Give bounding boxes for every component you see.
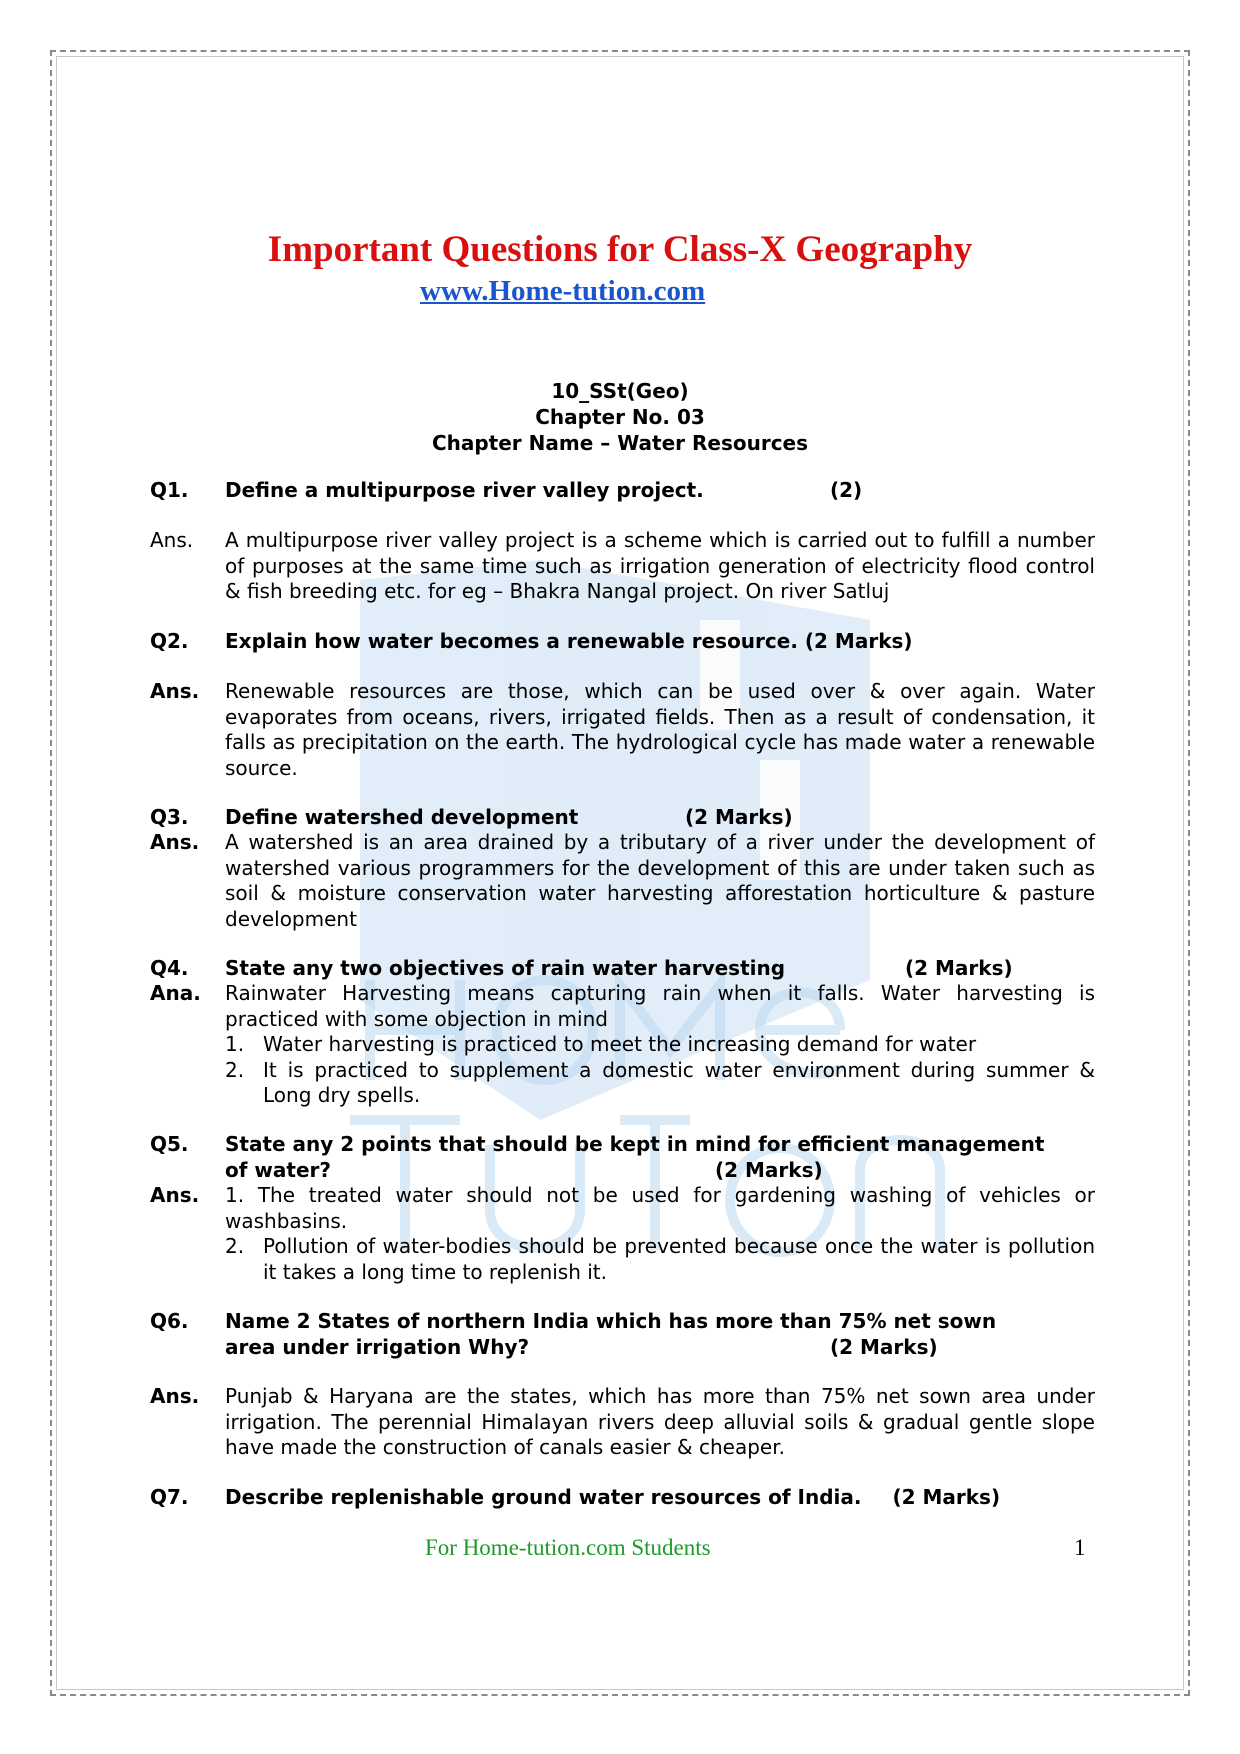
question-label: Q7.	[150, 1485, 189, 1509]
answer-text: A multipurpose river valley project is a scheme which is carried out to fulfill a number of purposes at the same time such as irrigation generation of electricity flood control & fish breeding etc. for eg – Bhakra Nangal project. On river Satluj	[225, 528, 1095, 603]
question-label: Q2.	[150, 629, 189, 653]
question-label: Q6.	[150, 1309, 189, 1333]
answer-text: Rainwater Harvesting means capturing rain when it falls. Water harvesting is practiced with some objection in mind	[225, 981, 1095, 1031]
question-text: Explain how water becomes a renewable resource.	[225, 629, 798, 653]
question-text-line1: Name 2 States of northern India which has more than 75% net sown	[225, 1309, 997, 1333]
subject-code: 10_SSt(Geo)	[551, 379, 689, 403]
question-text: Define a multipurpose river valley project.	[225, 478, 704, 502]
marks: (2)	[830, 478, 863, 502]
chapter-number: Chapter No. 03	[535, 405, 705, 429]
answer-label: Ans.	[150, 830, 200, 854]
footer-text: For Home-tution.com Students	[425, 1535, 711, 1560]
question-text: State any two objectives of rain water harvesting	[225, 956, 786, 980]
marks: (2 Marks)	[685, 805, 793, 829]
answer-label: Ana.	[150, 981, 201, 1005]
answer-label: Ans.	[150, 1384, 200, 1408]
answer-text: Punjab & Haryana are the states, which has more than 75% net sown area under irrigation. The perennial Himalayan rivers deep alluvial soils & gradual gentle slope have made the construction of canals easier & cheaper.	[225, 1384, 1095, 1459]
marks: (2 Marks)	[905, 956, 1013, 980]
question-text-line2: area under irrigation Why?	[225, 1334, 530, 1359]
chapter-name: Chapter Name – Water Resources	[431, 431, 809, 455]
question-text: Describe replenishable ground water resources of India.	[225, 1485, 862, 1509]
answer-label: Ans.	[150, 679, 200, 703]
answer-text: 1. The treated water should not be used for gardening washing of vehicles or washbasins.	[225, 1183, 1095, 1233]
marks: (2 Marks)	[892, 1485, 1001, 1509]
website-link[interactable]: www.Home-tution.com	[420, 275, 706, 307]
question-label: Q4.	[150, 956, 189, 980]
answer-text: Renewable resources are those, which can be used over & over again. Water evaporates from oceans, rivers, irrigated fields. Then as a result of condensation, it falls as precipitation on the earth. The hydrological cycle has made water a renewable source.	[225, 679, 1095, 780]
marks: (2 Marks)	[804, 629, 913, 653]
list-item: 1. Water harvesting is practiced to meet the increasing demand for water	[225, 1032, 977, 1056]
answer-label: Ans.	[150, 528, 194, 552]
question-label: Q1.	[150, 478, 189, 502]
answer-label: Ans.	[150, 1183, 200, 1207]
question-label: Q3.	[150, 805, 189, 829]
page-number: 1	[1074, 1535, 1086, 1560]
question-text-line1: State any 2 points that should be kept in mind for efficient management	[225, 1132, 1045, 1156]
question-text-line2: of water?	[225, 1157, 331, 1182]
question-label: Q5.	[150, 1132, 189, 1156]
list-item: 2. Pollution of water-bodies should be prevented because once the water is pollution it takes a long time to replenish it.	[225, 1234, 1095, 1284]
question-text: Define watershed development	[225, 805, 579, 829]
page-title: Important Questions for Class-X Geography	[267, 229, 973, 270]
list-item: 2. It is practiced to supplement a domestic water environment during summer & Long dry spells.	[225, 1057, 1095, 1107]
answer-text: A watershed is an area drained by a tributary of a river under the development of watershed various programmers for the development of this are under taken such as soil & moisture conservation water harvesting afforestation horticulture & pasture development	[225, 830, 1095, 931]
marks: (2 Marks)	[830, 1334, 938, 1359]
marks: (2 Marks)	[715, 1157, 823, 1182]
